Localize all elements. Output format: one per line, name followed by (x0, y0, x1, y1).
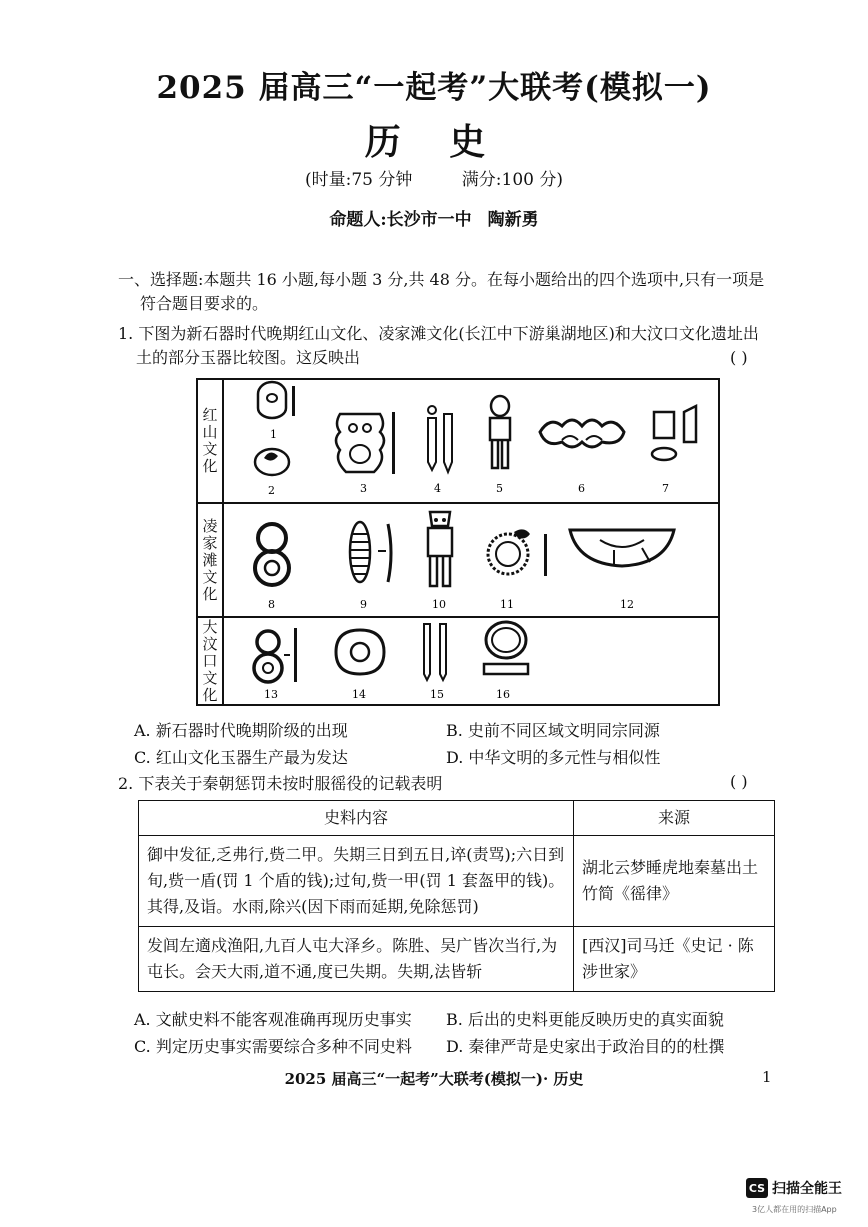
artifact-14 (336, 630, 384, 674)
exam-title: 2025 届高三“一起考”大联考(模拟一) (156, 70, 712, 106)
figure-row-hongshan (198, 380, 718, 504)
q1-option-a: A. 新石器时代晚期阶级的出现 (134, 721, 348, 740)
artifact-num: 6 (578, 482, 585, 495)
artifact-num: 5 (496, 482, 503, 495)
artifact-6 (540, 420, 624, 447)
q2-answer-blank: ( ) (730, 772, 748, 791)
q1-line1: 1. 下图为新石器时代晚期红山文化、凌家滩文化(长江中下游巢湖地区)和大汶口文化遗址出 (118, 324, 759, 343)
time-limit: (时量:75 分钟 (304, 170, 413, 190)
table-row (139, 927, 775, 992)
hongshan-artifacts (226, 380, 718, 502)
header-source: 来源 (574, 801, 775, 836)
q2-option-a: A. 文献史料不能客观准确再现历史事实 (134, 1010, 412, 1029)
artifact-16 (484, 622, 528, 674)
q2-stem: 2. 下表关于秦朝惩罚未按时服徭役的记载表明 (118, 774, 443, 793)
author-name: 陶新勇 (487, 210, 539, 230)
exam-timing (0, 165, 868, 190)
q2-option-c: C. 判定历史事实需要综合多种不同史料 (134, 1037, 412, 1056)
row-source: [西汉]司马迁《史记 · 陈涉世家》 (574, 927, 775, 992)
artifact-num: 11 (500, 598, 514, 611)
row-label: 凌家滩文化 (198, 504, 224, 616)
q1-line2: 土的部分玉器比较图。这反映出 (136, 348, 361, 367)
row-label: 红山文化 (198, 380, 224, 502)
artifact-1 (258, 382, 295, 418)
q2-source-table (138, 800, 775, 992)
artifact-num: 7 (662, 482, 669, 495)
watermark-subtitle: 3亿人都在用的扫描App (752, 1205, 837, 1214)
dawenkou-artifacts (226, 618, 718, 702)
artifact-num: 8 (268, 598, 275, 611)
figure-row-dawenkou (198, 618, 718, 704)
exam-author (0, 205, 868, 230)
header-content: 史料内容 (139, 801, 574, 836)
q1-option-c: C. 红山文化玉器生产最为发达 (134, 748, 348, 767)
q1-stem (118, 322, 788, 370)
author-label: 命题人:长沙市一中 (329, 210, 472, 230)
page-footer: 2025 届高三“一起考”大联考(模拟一)· 历史 (284, 1070, 584, 1088)
page-number: 1 (762, 1068, 772, 1086)
artifact-9 (350, 522, 391, 582)
table-row (139, 836, 775, 927)
subject-title: 历 史 (364, 121, 504, 163)
artifact-num: 4 (434, 482, 441, 495)
jade-comparison-figure (196, 378, 720, 706)
artifact-num: 2 (268, 484, 275, 497)
artifact-num: 3 (360, 482, 367, 495)
q2-option-b: B. 后出的史料更能反映历史的真实面貌 (446, 1010, 724, 1029)
row-content: 发闾左適戍渔阳,九百人屯大泽乡。陈胜、吴广皆次当行,为屯长。会天大雨,道不通,度已失期。失期,法皆斩 (139, 927, 574, 992)
q2-option-d: D. 秦律严苛是史家出于政治目的的杜撰 (446, 1037, 725, 1056)
full-score: 满分:100 分) (461, 170, 564, 190)
q1-option-d: D. 中华文明的多元性与相似性 (446, 748, 661, 767)
artifact-10 (428, 512, 452, 586)
section-intro-line1: 一、选择题:本题共 16 小题,每小题 3 分,共 48 分。在每小题给出的四个选项中,只有一项是 (118, 270, 765, 289)
artifact-7 (652, 406, 696, 460)
row-content: 御中发征,乏弗行,赀二甲。失期三日到五日,谇(责骂);六日到旬,赀一盾(罚 1 个盾的钱);过旬,赀一甲(罚 1 套盔甲的钱)。其得,及诣。水雨,除兴(因下雨而延期,免除惩罚) (139, 836, 574, 927)
q1-option-b: B. 史前不同区域文明同宗同源 (446, 721, 660, 740)
section-intro (118, 268, 788, 316)
scanner-watermark (746, 1178, 842, 1198)
artifact-15 (424, 624, 446, 680)
artifact-5 (490, 396, 510, 468)
q1-answer-blank: ( ) (730, 348, 748, 367)
artifact-num: 14 (352, 688, 366, 701)
row-source: 湖北云梦睡虎地秦墓出土竹简《徭律》 (574, 836, 775, 927)
artifact-4 (428, 406, 452, 472)
artifact-12 (570, 530, 674, 566)
artifact-num: 10 (432, 598, 446, 611)
artifact-num: 16 (496, 688, 510, 701)
section-intro-line2: 符合题目要求的。 (140, 294, 269, 313)
artifact-8 (255, 524, 289, 585)
figure-row-lingjiatan (198, 504, 718, 618)
artifact-num: 12 (620, 598, 634, 611)
watermark-name: 扫描全能王 (772, 1181, 842, 1197)
artifact-num: 15 (430, 688, 444, 701)
row-label: 大汶口文化 (198, 618, 224, 704)
artifact-num: 9 (360, 598, 367, 611)
artifact-13 (254, 628, 297, 682)
lingjiatan-artifacts (226, 504, 718, 616)
artifact-11 (488, 529, 547, 576)
artifact-2 (255, 449, 289, 475)
artifact-3 (336, 412, 395, 474)
camscanner-logo-icon: CS (746, 1178, 768, 1198)
artifact-num: 13 (264, 688, 278, 701)
artifact-num: 1 (270, 428, 277, 441)
table-header-row (139, 801, 775, 836)
